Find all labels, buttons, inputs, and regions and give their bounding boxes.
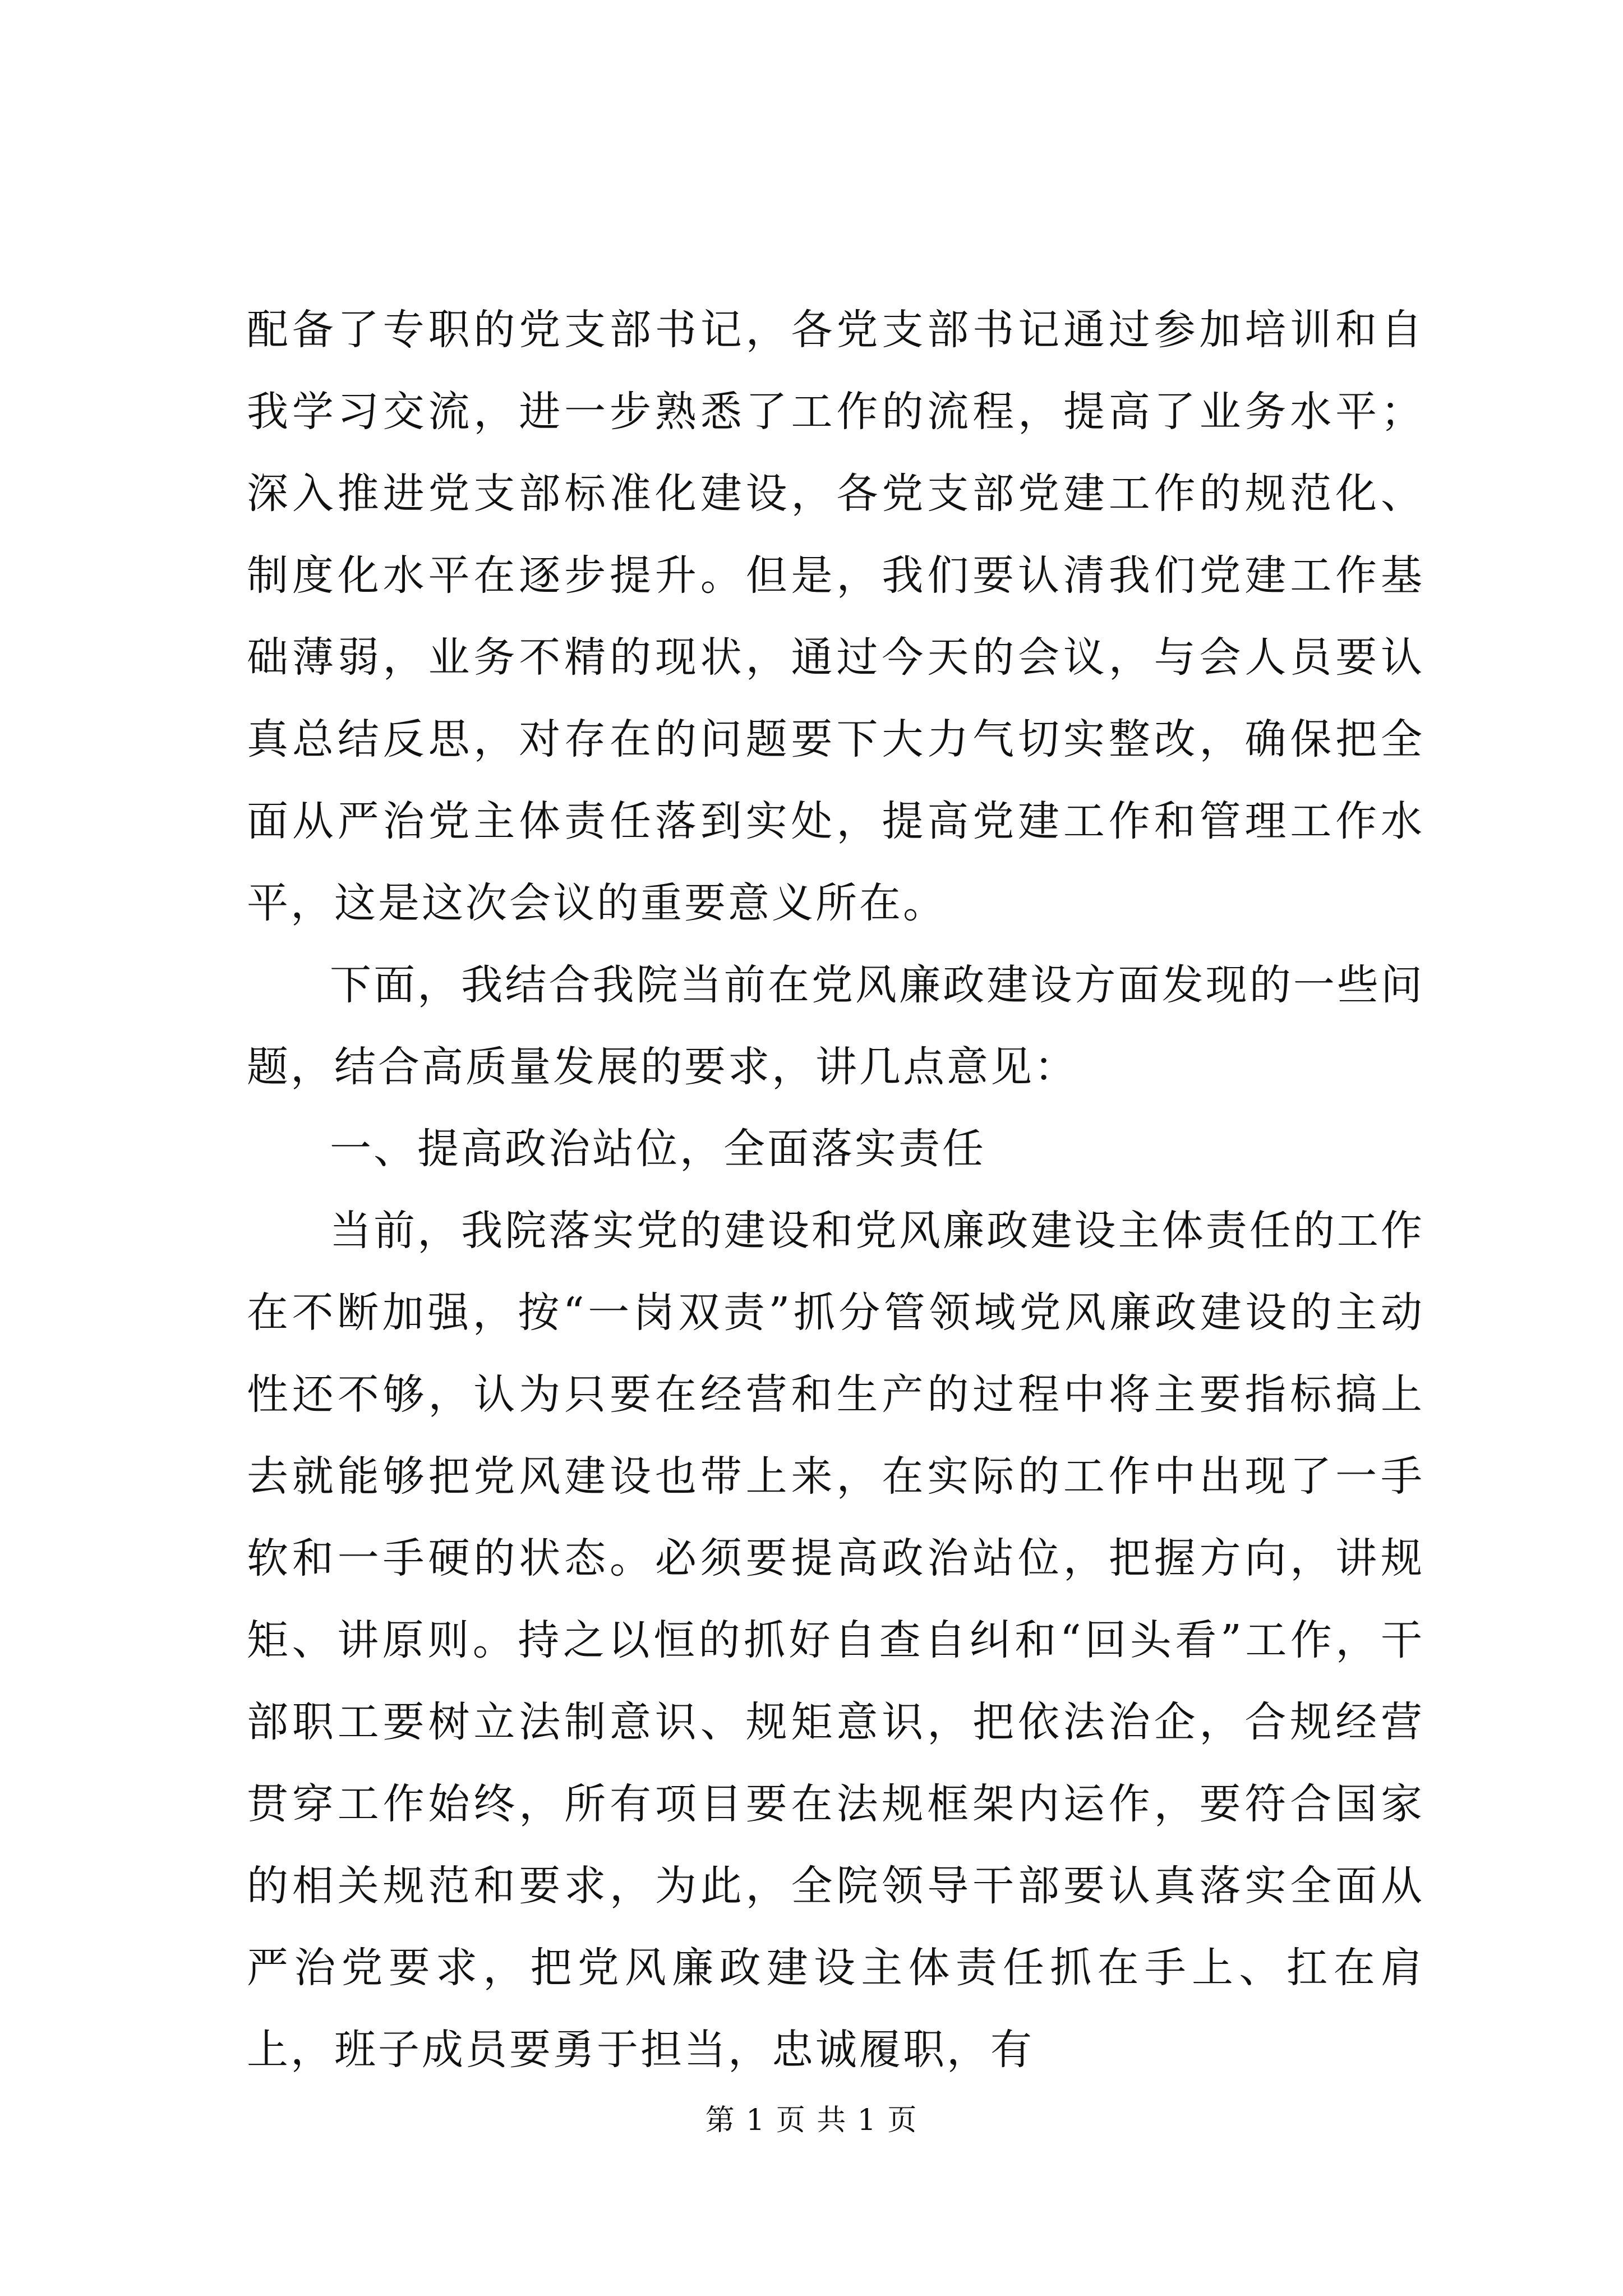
paragraph-continued: 配备了专职的党支部书记，各党支部书记通过参加培训和自我学习交流，进一步熟悉了工作的流程，提高了业务水平；深入推进党支部标准化建设，各党支部党建工作的规范化、制度化水平在逐步提升。但是，我们要认清我们党建工作基础薄弱，业务不精的现状，通过今天的会议，与会人员要认真总结反思，对存在的问题要下大力气切实整改，确保把全面从严治党主体责任落到实处，提高党建工作和管理工作水平，这是这次会议的重要意义所在。 [247,306,1424,927]
document-body [247,289,1424,2091]
page-footer: 第 1 页 共 1 页 [705,2104,918,2137]
paragraph-section-one: 当前，我院落实党的建设和党风廉政建设主体责任的工作在不断加强，按“一岗双责”抓分管领域党风廉政建设的主动性还不够，认为只要在经营和生产的过程中将主要指标搞上去就能够把党风建设也带上来，在实际的工作中出现了一手软和一手硬的状态。必须要提高政治站位，把握方向，讲规矩、讲原则。持之以恒的抓好自查自纠和“回头看”工作，干部职工要树立法制意识、规矩意识，把依法治企，合规经营贯穿工作始终，所有项目要在法规框架内运作，要符合国家的相关规范和要求，为此，全院领导干部要认真落实全面从严治党要求，把党风廉政建设主体责任抓在手上、扛在肩上，班子成员要勇于担当，忠诚履职，有 [247,1207,1424,2074]
paragraph-intro-opinions: 下面，我结合我院当前在党风廉政建设方面发现的一些问题，结合高质量发展的要求，讲几点意见： [247,961,1424,1091]
section-heading-one: 一、提高政治站位，全面落实责任 [330,1125,986,1173]
